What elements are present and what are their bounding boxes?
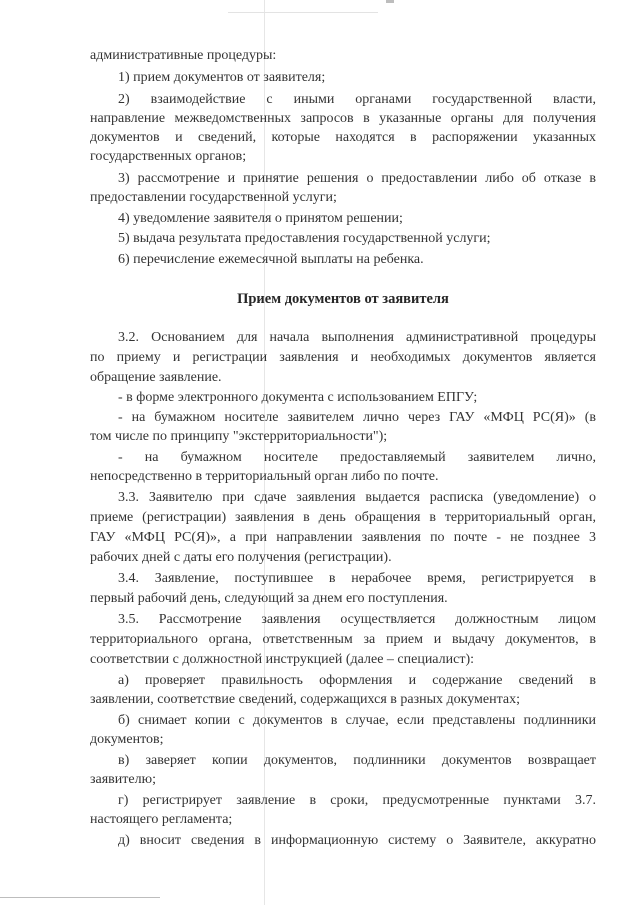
text-line: ГАУ «МФЦ РС(Я)», а при направлении заявления по почте - не позднее 3 (90, 530, 596, 545)
scan-top-mark (386, 0, 394, 3)
scan-bottom-rule (0, 897, 160, 898)
list-item: 3) рассмотрение и принятие решения о предоставлении либо об отказе в (118, 171, 596, 186)
list-item: г) регистрирует заявление в сроки, предусмотренные пунктами 3.7. (118, 793, 596, 808)
scan-top-rule (228, 12, 378, 13)
text-line: обращение заявление. (90, 370, 222, 385)
list-item: - в форме электронного документа с использованием ЕПГУ; (118, 390, 478, 405)
text-line: первый рабочий день, следующий за днем его поступления. (90, 591, 448, 606)
text-line: непосредственно в территориальный орган либо по почте. (90, 469, 439, 484)
text-line: административные процедуры: (90, 48, 277, 63)
list-item: а) проверяет правильность оформления и содержание сведений в (118, 673, 596, 688)
list-item: 6) перечисление ежемесячной выплаты на ребенка. (118, 252, 424, 267)
text-line: том числе по принципу "экстерриториальности"); (90, 429, 388, 444)
list-item: в) заверяет копии документов, подлинники документов возвращает (118, 753, 596, 768)
text-line: направление межведомственных запросов в указанные органы для получения (90, 111, 596, 126)
paragraph-line: 3.2. Основанием для начала выполнения административной процедуры (118, 330, 596, 345)
text-line: по приему и регистрации заявления и необходимых документов является (90, 350, 596, 365)
section-heading: Прием документов от заявителя (237, 291, 449, 307)
text-line: рабочих дней с даты его получения (регистрации). (90, 550, 392, 565)
list-item: 5) выдача результата предоставления государственной услуги; (118, 231, 491, 246)
text-line: заявлении, соответствие сведений, содержащихся в разных документах; (90, 692, 521, 707)
list-item: б) снимает копии с документов в случае, если представлены подлинники (118, 713, 596, 728)
text-line: приеме (регистрации) заявления в день обращения в территориальный орган, (90, 510, 596, 525)
list-item: 4) уведомление заявителя о принятом решении; (118, 211, 403, 226)
text-line: заявителю; (90, 772, 156, 787)
text-line: документов и сведений, которые находятся в распоряжении указанных (90, 130, 596, 145)
text-line: настоящего регламента; (90, 812, 233, 827)
text-line: государственных органов; (90, 149, 247, 164)
paragraph-line: 3.3. Заявителю при сдаче заявления выдается расписка (уведомление) о (118, 490, 596, 505)
list-item: 2) взаимодействие с иными органами государственной власти, (118, 92, 596, 107)
list-item: д) вносит сведения в информационную систему о Заявителе, аккуратно (118, 833, 596, 848)
text-line: документов; (90, 732, 164, 747)
text-line: соответствии с должностной инструкцией (далее – специалист): (90, 652, 475, 667)
list-item: - на бумажном носителе предоставляемый заявителем лично, (118, 450, 596, 465)
text-line: предоставлении государственной услуги; (90, 190, 337, 205)
text-line: территориального органа, ответственным за прием и выдачу документов, в (90, 632, 596, 647)
list-item: 1) прием документов от заявителя; (118, 70, 326, 85)
list-item: - на бумажном носителе заявителем лично через ГАУ «МФЦ РС(Я)» (в (118, 410, 596, 425)
paragraph-line: 3.4. Заявление, поступившее в нерабочее время, регистрируется в (118, 571, 596, 586)
paragraph-line: 3.5. Рассмотрение заявления осуществляется должностным лицом (118, 612, 596, 627)
